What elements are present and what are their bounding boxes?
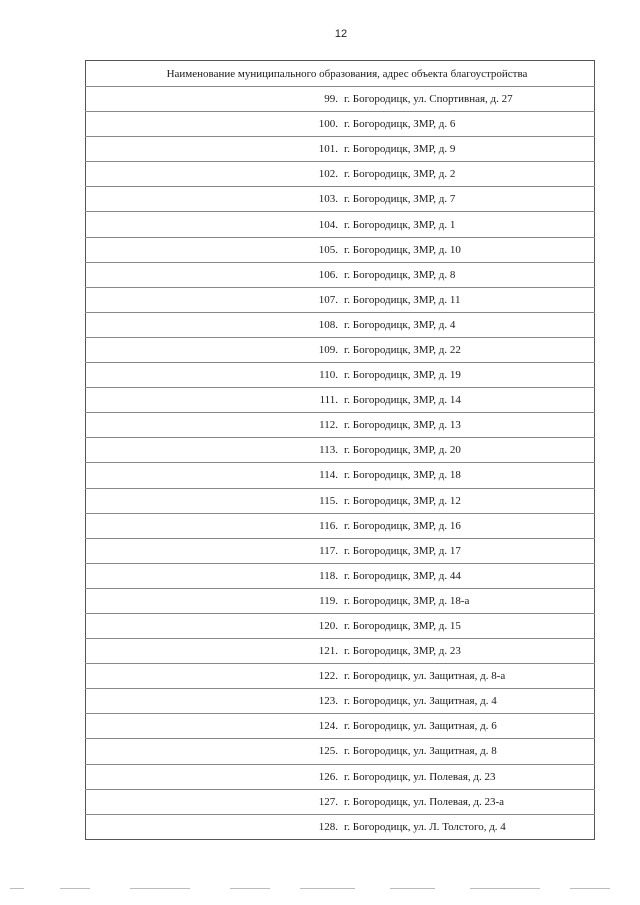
row-address: г. Богородицк, ЗМР, д. 1 — [340, 212, 595, 237]
table-row — [86, 337, 595, 362]
row-number: 104. — [86, 212, 341, 237]
row-number: 117. — [86, 538, 341, 563]
row-number: 121. — [86, 639, 341, 664]
row-number: 119. — [86, 588, 341, 613]
row-number: 116. — [86, 513, 341, 538]
table-row — [86, 689, 595, 714]
table-row — [86, 112, 595, 137]
table-row — [86, 613, 595, 638]
row-number: 106. — [86, 262, 341, 287]
row-address: г. Богородицк, ул. Полевая, д. 23 — [340, 764, 595, 789]
row-address: г. Богородицк, ЗМР, д. 18-а — [340, 588, 595, 613]
row-address: г. Богородицк, ул. Спортивная, д. 27 — [340, 87, 595, 112]
row-number: 102. — [86, 162, 341, 187]
table-row — [86, 438, 595, 463]
row-address: г. Богородицк, ЗМР, д. 44 — [340, 563, 595, 588]
table-row — [86, 739, 595, 764]
scan-speck — [230, 888, 270, 889]
table-row — [86, 513, 595, 538]
row-number: 100. — [86, 112, 341, 137]
table-row — [86, 363, 595, 388]
table-row — [86, 187, 595, 212]
row-number: 110. — [86, 363, 341, 388]
row-number: 112. — [86, 413, 341, 438]
scan-speck — [390, 888, 435, 889]
table-row — [86, 463, 595, 488]
row-number: 127. — [86, 789, 341, 814]
table-row — [86, 237, 595, 262]
table-row — [86, 764, 595, 789]
row-address: г. Богородицк, ЗМР, д. 11 — [340, 287, 595, 312]
row-address: г. Богородицк, ЗМР, д. 16 — [340, 513, 595, 538]
row-address: г. Богородицк, ЗМР, д. 2 — [340, 162, 595, 187]
table-row — [86, 563, 595, 588]
table-row — [86, 639, 595, 664]
row-number: 113. — [86, 438, 341, 463]
table-row — [86, 538, 595, 563]
row-number: 108. — [86, 312, 341, 337]
row-number: 124. — [86, 714, 341, 739]
row-number: 126. — [86, 764, 341, 789]
table-row — [86, 814, 595, 839]
row-address: г. Богородицк, ЗМР, д. 19 — [340, 363, 595, 388]
scan-artifacts — [0, 886, 640, 892]
table-row — [86, 488, 595, 513]
row-address: г. Богородицк, ул. Защитная, д. 8 — [340, 739, 595, 764]
table-row — [86, 287, 595, 312]
row-address: г. Богородицк, ЗМР, д. 6 — [340, 112, 595, 137]
row-number: 101. — [86, 137, 341, 162]
row-address: г. Богородицк, ЗМР, д. 10 — [340, 237, 595, 262]
row-address: г. Богородицк, ул. Л. Толстого, д. 4 — [340, 814, 595, 839]
row-address: г. Богородицк, ЗМР, д. 17 — [340, 538, 595, 563]
row-number: 122. — [86, 664, 341, 689]
row-address: г. Богородицк, ул. Защитная, д. 4 — [340, 689, 595, 714]
row-address: г. Богородицк, ЗМР, д. 8 — [340, 262, 595, 287]
table-row — [86, 312, 595, 337]
table-body — [86, 87, 595, 840]
row-address: г. Богородицк, ЗМР, д. 12 — [340, 488, 595, 513]
table-row — [86, 262, 595, 287]
table-row — [86, 137, 595, 162]
row-number: 99. — [86, 87, 341, 112]
row-number: 128. — [86, 814, 341, 839]
row-address: г. Богородицк, ул. Полевая, д. 23-а — [340, 789, 595, 814]
row-address: г. Богородицк, ЗМР, д. 20 — [340, 438, 595, 463]
row-address: г. Богородицк, ул. Защитная, д. 6 — [340, 714, 595, 739]
scan-speck — [60, 888, 90, 889]
row-address: г. Богородицк, ЗМР, д. 15 — [340, 613, 595, 638]
row-address: г. Богородицк, ЗМР, д. 4 — [340, 312, 595, 337]
row-address: г. Богородицк, ЗМР, д. 14 — [340, 388, 595, 413]
table-header-row — [86, 61, 595, 87]
table-row — [86, 714, 595, 739]
row-address: г. Богородицк, ЗМР, д. 13 — [340, 413, 595, 438]
row-number: 109. — [86, 337, 341, 362]
row-number: 115. — [86, 488, 341, 513]
table-row — [86, 789, 595, 814]
table-row — [86, 162, 595, 187]
scan-speck — [130, 888, 190, 889]
row-address: г. Богородицк, ЗМР, д. 18 — [340, 463, 595, 488]
row-number: 103. — [86, 187, 341, 212]
row-address: г. Богородицк, ЗМР, д. 23 — [340, 639, 595, 664]
scan-speck — [470, 888, 540, 889]
table-row — [86, 388, 595, 413]
table-header: Наименование муниципального образования, адрес объекта благоустройства — [86, 61, 595, 87]
table-row — [86, 87, 595, 112]
addresses-table — [85, 60, 595, 840]
row-number: 107. — [86, 287, 341, 312]
row-number: 118. — [86, 563, 341, 588]
table-row — [86, 588, 595, 613]
row-number: 125. — [86, 739, 341, 764]
row-number: 123. — [86, 689, 341, 714]
page-number: 12 — [334, 28, 348, 40]
row-number: 111. — [86, 388, 341, 413]
scan-speck — [10, 888, 24, 889]
row-number: 114. — [86, 463, 341, 488]
row-address: г. Богородицк, ЗМР, д. 7 — [340, 187, 595, 212]
table-row — [86, 212, 595, 237]
row-address: г. Богородицк, ул. Защитная, д. 8-а — [340, 664, 595, 689]
scan-speck — [300, 888, 355, 889]
row-number: 105. — [86, 237, 341, 262]
row-number: 120. — [86, 613, 341, 638]
scan-speck — [570, 888, 610, 889]
row-address: г. Богородицк, ЗМР, д. 9 — [340, 137, 595, 162]
table-row — [86, 413, 595, 438]
row-address: г. Богородицк, ЗМР, д. 22 — [340, 337, 595, 362]
table-row — [86, 664, 595, 689]
